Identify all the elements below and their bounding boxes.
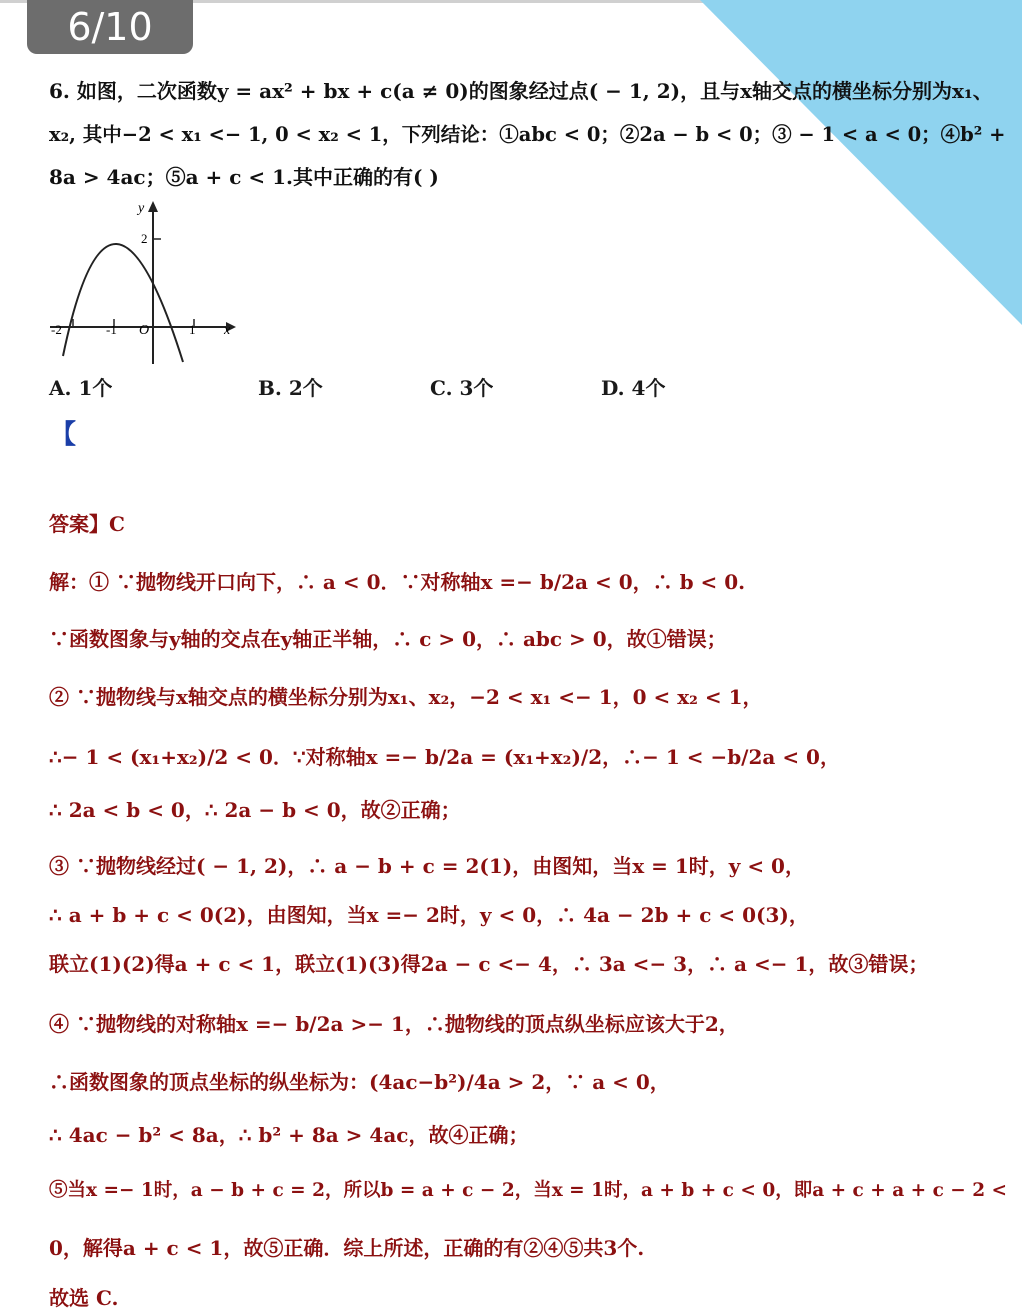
answer-line: 答案】C — [49, 512, 125, 536]
open-bracket: 【 — [50, 420, 77, 450]
y-axis-arrow — [148, 201, 158, 212]
tick-label-neg2: -2 — [51, 322, 62, 337]
answer-options — [0, 372, 1022, 406]
option-d[interactable]: D. 4个 — [601, 376, 666, 400]
final-choice: 故选 C. — [49, 1286, 119, 1309]
tick-label-y2: 2 — [141, 231, 148, 246]
solution-line: 解：① ∵抛物线开口向下，∴ a < 0．∵对称轴x =− b/2a < 0，∴ b < 0. — [49, 570, 746, 594]
solution-line: ∴ 2a < b < 0，∴ 2a − b < 0，故②正确； — [49, 798, 461, 822]
page-indicator: 6/10 — [27, 0, 193, 54]
solution-line: ∴ 4ac − b² < 8a，∴ b² + 8a > 4ac，故④正确； — [49, 1123, 529, 1147]
tick-label-1: 1 — [189, 322, 196, 337]
origin-label: O — [139, 323, 150, 338]
question-line-2: x₂, 其中−2 < x₁ <− 1, 0 < x₂ < 1，下列结论：①abc < 0；②2a − b < 0；③ − 1 < a < 0；④b² + — [49, 123, 1006, 146]
solution-line: ∴ a + b + c < 0(2)，由图知，当x =− 2时，y < 0，∴ 4a − 2b + c < 0(3)， — [49, 903, 809, 927]
question-line-1: 6. 如图，二次函数y = ax² + bx + c(a ≠ 0)的图象经过点( − 1, 2)，且与x轴交点的横坐标分别为x₁、 — [49, 79, 993, 103]
solution-line: 0，解得a + c < 1，故⑤正确．综上所述，正确的有②④⑤共3个. — [49, 1236, 645, 1260]
solution-line: ∴− 1 < (x₁+x₂)/2 < 0．∵对称轴x =− b/2a = (x₁+x₂)/2，∴− 1 < −b/2a < 0， — [49, 745, 840, 769]
parabola-graph — [48, 196, 240, 366]
solution-line: ④ ∵抛物线的对称轴x =− b/2a >− 1，∴抛物线的顶点纵坐标应该大于2， — [49, 1012, 739, 1036]
x-axis-label: x — [224, 323, 231, 338]
solution-line: ② ∵抛物线与x轴交点的横坐标分别为x₁、x₂，−2 < x₁ <− 1，0 < x₂ < 1， — [49, 685, 763, 709]
y-axis-label: y — [138, 201, 145, 216]
option-c[interactable]: C. 3个 — [430, 376, 494, 400]
solution-line: ∴函数图象的顶点坐标的纵坐标为：(4ac−b²)/4a > 2，∵ a < 0， — [49, 1070, 670, 1094]
option-a[interactable]: A. 1个 — [49, 376, 113, 400]
solution-line: ③ ∵抛物线经过( − 1, 2)，∴ a − b + c = 2(1)，由图知，当x = 1时，y < 0， — [49, 854, 805, 878]
option-b[interactable]: B. 2个 — [258, 376, 323, 400]
question-line-3: 8a > 4ac；⑤a + c < 1.其中正确的有( ) — [49, 165, 439, 189]
parabola-curve — [63, 244, 183, 362]
solution-line: 联立(1)(2)得a + c < 1，联立(1)(3)得2a − c <− 4，∴ 3a <− 3，∴ a <− 1，故③错误； — [49, 952, 929, 976]
solution-line: ∵函数图象与y轴的交点在y轴正半轴，∴ c > 0，∴ abc > 0，故①错误； — [49, 627, 727, 651]
solution-line: ⑤当x =− 1时，a − b + c = 2，所以b = a + c − 2，当x = 1时，a + b + c < 0，即a + c + a + c − 2 < — [49, 1180, 1008, 1201]
question-text — [49, 70, 1009, 199]
tick-label-neg1: -1 — [106, 322, 117, 337]
